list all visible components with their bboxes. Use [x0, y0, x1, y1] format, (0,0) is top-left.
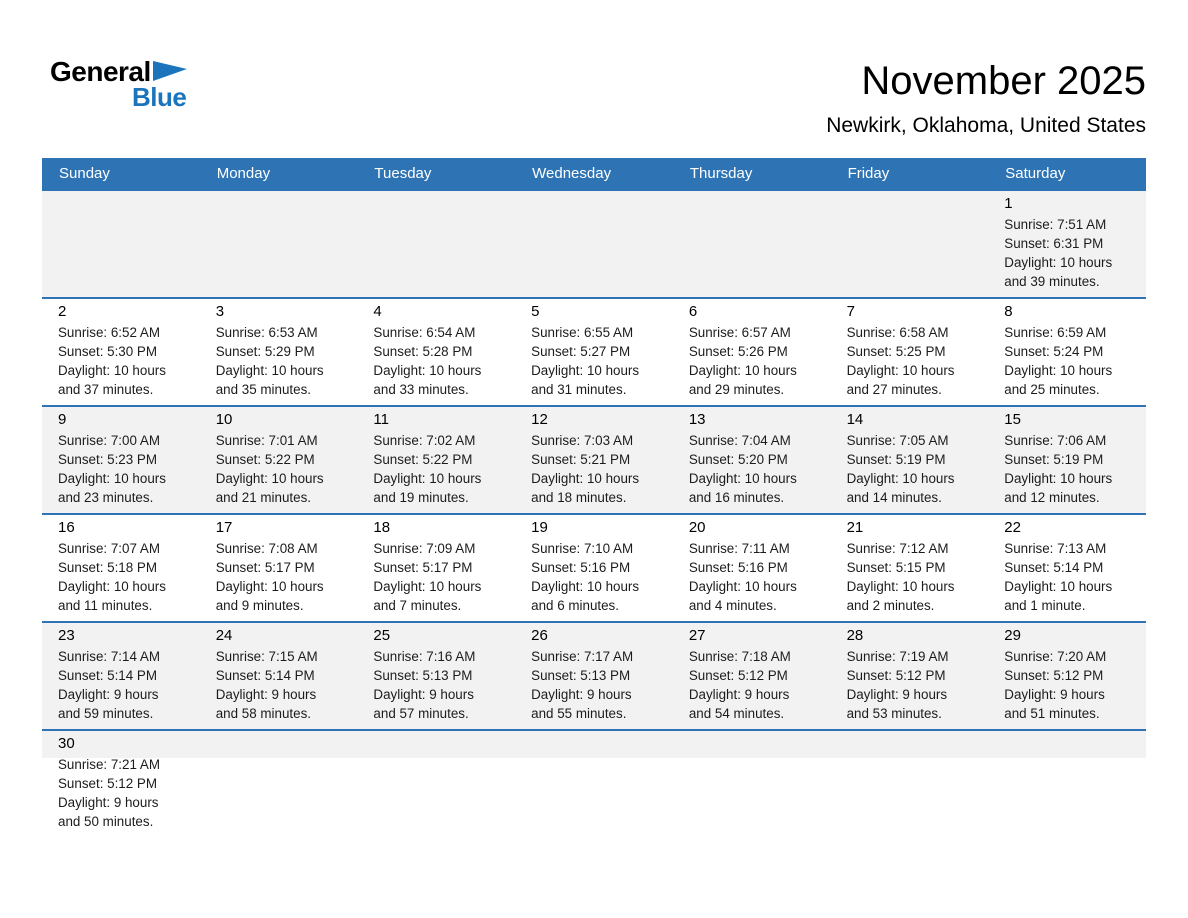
day-detail-line: Sunrise: 7:11 AM [688, 541, 790, 556]
day-detail-line: Daylight: 10 hours [531, 363, 640, 378]
day-detail-line: Daylight: 10 hours [373, 363, 482, 378]
day-number: 24 [215, 627, 233, 644]
day-number: 18 [373, 519, 391, 536]
day-detail-line: Sunrise: 6:54 AM [373, 325, 476, 340]
day-detail-line: Daylight: 10 hours [58, 579, 166, 594]
day-cell [673, 407, 831, 513]
day-detail-line: Sunrise: 7:16 AM [373, 649, 476, 664]
weekday-header-friday: Friday [847, 165, 890, 182]
day-detail-line: Daylight: 10 hours [58, 363, 166, 378]
day-detail-line: Daylight: 10 hours [215, 471, 324, 486]
day-cell [42, 299, 200, 405]
weekday-header-row [42, 158, 1146, 189]
day-detail-line: Sunset: 5:18 PM [58, 560, 157, 575]
day-detail-line: and 50 minutes. [58, 814, 154, 829]
day-detail-line: Sunset: 5:15 PM [846, 560, 946, 575]
day-detail-line: Sunrise: 7:17 AM [531, 649, 634, 664]
day-detail-line: Sunset: 5:28 PM [373, 344, 473, 359]
day-detail-line: and 2 minutes. [846, 598, 935, 613]
day-detail-line: Sunset: 5:23 PM [58, 452, 157, 467]
day-detail-line: Sunrise: 7:51 AM [1004, 217, 1107, 232]
day-detail-line: Sunset: 5:19 PM [846, 452, 946, 467]
day-detail-line: and 53 minutes. [846, 706, 942, 721]
day-detail-line: Daylight: 10 hours [688, 471, 797, 486]
day-detail-line: and 14 minutes. [846, 490, 942, 505]
day-number: 3 [215, 303, 225, 320]
day-detail-line: and 19 minutes. [373, 490, 469, 505]
day-cell [988, 623, 1146, 729]
day-cell [673, 515, 831, 621]
day-cell [515, 299, 673, 405]
day-cell [673, 623, 831, 729]
week-row [42, 189, 1146, 297]
day-cell [42, 515, 200, 621]
day-detail-line: Daylight: 10 hours [373, 579, 482, 594]
day-detail-line: and 18 minutes. [531, 490, 627, 505]
day-detail-line: Sunrise: 7:07 AM [58, 541, 160, 556]
day-cell [200, 515, 358, 621]
day-number: 13 [688, 411, 706, 428]
day-detail-line: Sunrise: 7:20 AM [1004, 649, 1107, 664]
day-detail-line: Sunset: 5:19 PM [1004, 452, 1104, 467]
day-detail-line: Sunrise: 7:10 AM [531, 541, 634, 556]
day-detail-line: Sunrise: 7:15 AM [215, 649, 318, 664]
day-cell [42, 731, 200, 837]
day-cell [515, 515, 673, 621]
day-number: 9 [58, 411, 67, 428]
day-detail-line: and 21 minutes. [215, 490, 311, 505]
day-detail-line: Sunrise: 7:12 AM [846, 541, 949, 556]
day-detail-line: Sunrise: 7:01 AM [215, 433, 318, 448]
day-detail-line: Daylight: 10 hours [846, 363, 955, 378]
empty-day-cell [673, 191, 831, 297]
day-detail-line: Sunrise: 7:03 AM [531, 433, 634, 448]
day-detail-line: Daylight: 10 hours [215, 579, 324, 594]
month-title: November 2025 [861, 59, 1146, 103]
day-number: 23 [58, 627, 75, 644]
day-number: 20 [688, 519, 706, 536]
day-detail-line: Daylight: 9 hours [846, 687, 948, 702]
day-detail-line: and 37 minutes. [58, 382, 154, 397]
day-detail-line: and 39 minutes. [1004, 274, 1100, 289]
day-detail-line: Sunset: 5:22 PM [373, 452, 473, 467]
day-detail-line: Sunrise: 7:14 AM [58, 649, 160, 664]
day-detail-line: and 4 minutes. [688, 598, 777, 613]
day-detail-line: Sunrise: 6:55 AM [531, 325, 634, 340]
day-detail-line: and 29 minutes. [688, 382, 785, 397]
day-cell [357, 407, 515, 513]
day-cell [988, 299, 1146, 405]
day-detail-line: Sunset: 5:14 PM [1004, 560, 1104, 575]
day-detail-line: and 25 minutes. [1004, 382, 1100, 397]
day-detail-line: Sunset: 5:17 PM [215, 560, 315, 575]
day-number: 29 [1004, 627, 1021, 644]
day-cell [988, 191, 1146, 297]
day-number: 5 [531, 303, 540, 320]
day-detail-line: Daylight: 10 hours [1004, 579, 1113, 594]
weekday-header-thursday: Thursday [689, 165, 753, 182]
day-detail-line: Sunset: 5:12 PM [846, 668, 946, 683]
empty-day-cell [357, 191, 515, 297]
day-cell [831, 407, 989, 513]
day-detail-line: Sunrise: 6:59 AM [1004, 325, 1107, 340]
day-detail-line: Daylight: 10 hours [531, 579, 640, 594]
calendar-table [42, 158, 1146, 837]
day-detail-line: Sunset: 5:13 PM [373, 668, 473, 683]
day-detail-line: Sunrise: 7:06 AM [1004, 433, 1107, 448]
day-detail-line: Sunset: 5:16 PM [688, 560, 788, 575]
day-detail-line: Daylight: 10 hours [846, 471, 955, 486]
day-cell [200, 407, 358, 513]
day-detail-line: and 12 minutes. [1004, 490, 1100, 505]
day-detail-line: Daylight: 10 hours [373, 471, 482, 486]
empty-day-cell [673, 731, 831, 837]
day-number: 26 [531, 627, 548, 644]
day-detail-line: Sunset: 5:20 PM [688, 452, 788, 467]
day-detail-line: Daylight: 10 hours [846, 579, 955, 594]
empty-day-cell [831, 191, 989, 297]
day-detail-line: Sunrise: 7:19 AM [846, 649, 949, 664]
empty-day-cell [988, 731, 1146, 837]
day-detail-line: Sunrise: 7:04 AM [688, 433, 791, 448]
day-detail-line: Sunset: 5:14 PM [215, 668, 315, 683]
day-cell [988, 515, 1146, 621]
day-detail-line: Daylight: 10 hours [1004, 471, 1113, 486]
day-detail-line: Sunset: 5:26 PM [688, 344, 788, 359]
weekday-header-wednesday: Wednesday [532, 165, 612, 182]
weekday-header-saturday: Saturday [1005, 165, 1066, 182]
day-detail-line: and 33 minutes. [373, 382, 469, 397]
day-number: 11 [373, 411, 389, 428]
day-detail-line: Sunset: 5:12 PM [58, 776, 157, 791]
empty-day-cell [831, 731, 989, 837]
day-cell [357, 623, 515, 729]
day-detail-line: and 54 minutes. [688, 706, 785, 721]
title-block [826, 58, 1146, 138]
day-detail-line: and 1 minute. [1004, 598, 1086, 613]
day-detail-line: and 6 minutes. [531, 598, 619, 613]
day-number: 12 [531, 411, 548, 428]
day-number: 30 [58, 735, 75, 752]
day-detail-line: Daylight: 10 hours [1004, 255, 1113, 270]
day-detail-line: Sunset: 5:13 PM [531, 668, 631, 683]
day-cell [988, 407, 1146, 513]
day-number: 7 [846, 303, 855, 320]
day-detail-line: and 35 minutes. [215, 382, 311, 397]
day-number: 6 [688, 303, 698, 320]
day-detail-line: Daylight: 10 hours [1004, 363, 1113, 378]
day-detail-line: and 23 minutes. [58, 490, 154, 505]
day-detail-line: Sunrise: 7:18 AM [688, 649, 791, 664]
day-detail-line: and 7 minutes. [373, 598, 462, 613]
day-detail-line: Sunrise: 7:09 AM [373, 541, 476, 556]
day-detail-line: Sunrise: 6:57 AM [688, 325, 791, 340]
day-detail-line: Sunrise: 7:05 AM [846, 433, 949, 448]
day-detail-line: Sunset: 5:25 PM [846, 344, 946, 359]
logo-flag-icon [153, 60, 187, 82]
day-detail-line: Sunrise: 6:53 AM [215, 325, 318, 340]
day-number: 1 [1004, 195, 1013, 212]
day-number: 8 [1004, 303, 1013, 320]
day-cell [200, 299, 358, 405]
day-detail-line: Daylight: 10 hours [531, 471, 640, 486]
day-detail-line: Daylight: 10 hours [688, 579, 797, 594]
day-detail-line: Sunrise: 7:08 AM [215, 541, 318, 556]
day-number: 25 [373, 627, 391, 644]
day-detail-line: Daylight: 10 hours [688, 363, 797, 378]
day-number: 19 [531, 519, 548, 536]
day-detail-line: Sunset: 5:21 PM [531, 452, 631, 467]
day-detail-line: Daylight: 9 hours [531, 687, 632, 702]
day-number: 14 [846, 411, 864, 428]
day-cell [673, 299, 831, 405]
day-detail-line: Daylight: 10 hours [215, 363, 324, 378]
day-detail-line: Sunset: 5:14 PM [58, 668, 157, 683]
day-number: 16 [58, 519, 75, 536]
day-number: 2 [58, 303, 67, 320]
empty-day-cell [200, 731, 358, 837]
day-detail-line: and 57 minutes. [373, 706, 469, 721]
day-detail-line: Sunrise: 7:13 AM [1004, 541, 1107, 556]
day-detail-line: and 31 minutes. [531, 382, 627, 397]
day-number: 21 [846, 519, 864, 536]
day-detail-line: and 11 minutes. [58, 598, 153, 613]
day-detail-line: Sunrise: 6:52 AM [58, 325, 160, 340]
day-cell [831, 623, 989, 729]
day-cell [831, 515, 989, 621]
day-number: 10 [215, 411, 233, 428]
day-detail-line: Sunrise: 6:58 AM [846, 325, 949, 340]
day-cell [200, 623, 358, 729]
week-row [42, 405, 1146, 513]
day-detail-line: Daylight: 9 hours [688, 687, 790, 702]
day-cell [357, 299, 515, 405]
day-detail-line: Daylight: 9 hours [1004, 687, 1105, 702]
day-detail-line: Sunset: 5:17 PM [373, 560, 473, 575]
week-row [42, 729, 1146, 837]
day-number: 4 [373, 303, 382, 320]
day-detail-line: Sunset: 5:24 PM [1004, 344, 1104, 359]
day-detail-line: Daylight: 9 hours [58, 687, 159, 702]
day-detail-line: Sunset: 5:12 PM [1004, 668, 1104, 683]
weekday-header-monday: Monday [216, 165, 271, 182]
day-detail-line: Sunset: 5:30 PM [58, 344, 157, 359]
day-detail-line: Sunrise: 7:00 AM [58, 433, 160, 448]
day-detail-line: and 51 minutes. [1004, 706, 1100, 721]
day-detail-line: Sunset: 5:27 PM [531, 344, 631, 359]
day-detail-line: and 55 minutes. [531, 706, 627, 721]
day-detail-line: and 59 minutes. [58, 706, 154, 721]
day-cell [42, 407, 200, 513]
day-cell [357, 515, 515, 621]
week-row [42, 297, 1146, 405]
weekday-header-sunday: Sunday [59, 165, 110, 182]
day-detail-line: Sunset: 5:29 PM [215, 344, 315, 359]
day-number: 15 [1004, 411, 1021, 428]
week-row [42, 513, 1146, 621]
week-row [42, 621, 1146, 729]
day-cell [515, 623, 673, 729]
day-cell [42, 623, 200, 729]
weekday-header-tuesday: Tuesday [374, 165, 432, 182]
day-cell [831, 299, 989, 405]
day-detail-line: Daylight: 9 hours [373, 687, 474, 702]
day-detail-line: and 16 minutes. [688, 490, 785, 505]
day-detail-line: Daylight: 10 hours [58, 471, 166, 486]
day-number: 27 [688, 627, 706, 644]
calendar-weeks [42, 189, 1146, 837]
day-number: 22 [1004, 519, 1021, 536]
day-number: 17 [215, 519, 233, 536]
day-detail-line: Sunrise: 7:21 AM [58, 757, 160, 772]
day-detail-line: and 9 minutes. [215, 598, 304, 613]
page-header [0, 0, 1188, 158]
location-subtitle: Newkirk, Oklahoma, United States [826, 114, 1146, 137]
day-detail-line: and 58 minutes. [215, 706, 311, 721]
empty-day-cell [515, 731, 673, 837]
day-detail-line: Daylight: 9 hours [215, 687, 317, 702]
day-detail-line: Sunset: 6:31 PM [1004, 236, 1104, 251]
day-number: 28 [846, 627, 864, 644]
empty-day-cell [515, 191, 673, 297]
logo-text-general: General [50, 56, 151, 87]
day-detail-line: Sunset: 5:22 PM [215, 452, 315, 467]
day-detail-line: Daylight: 9 hours [58, 795, 159, 810]
logo-text-blue: Blue [132, 82, 187, 112]
day-cell [515, 407, 673, 513]
day-detail-line: Sunset: 5:12 PM [688, 668, 788, 683]
day-detail-line: and 27 minutes. [846, 382, 942, 397]
empty-day-cell [200, 191, 358, 297]
general-blue-logo [50, 58, 187, 110]
empty-day-cell [357, 731, 515, 837]
empty-day-cell [42, 191, 200, 297]
day-detail-line: Sunset: 5:16 PM [531, 560, 631, 575]
day-detail-line: Sunrise: 7:02 AM [373, 433, 476, 448]
